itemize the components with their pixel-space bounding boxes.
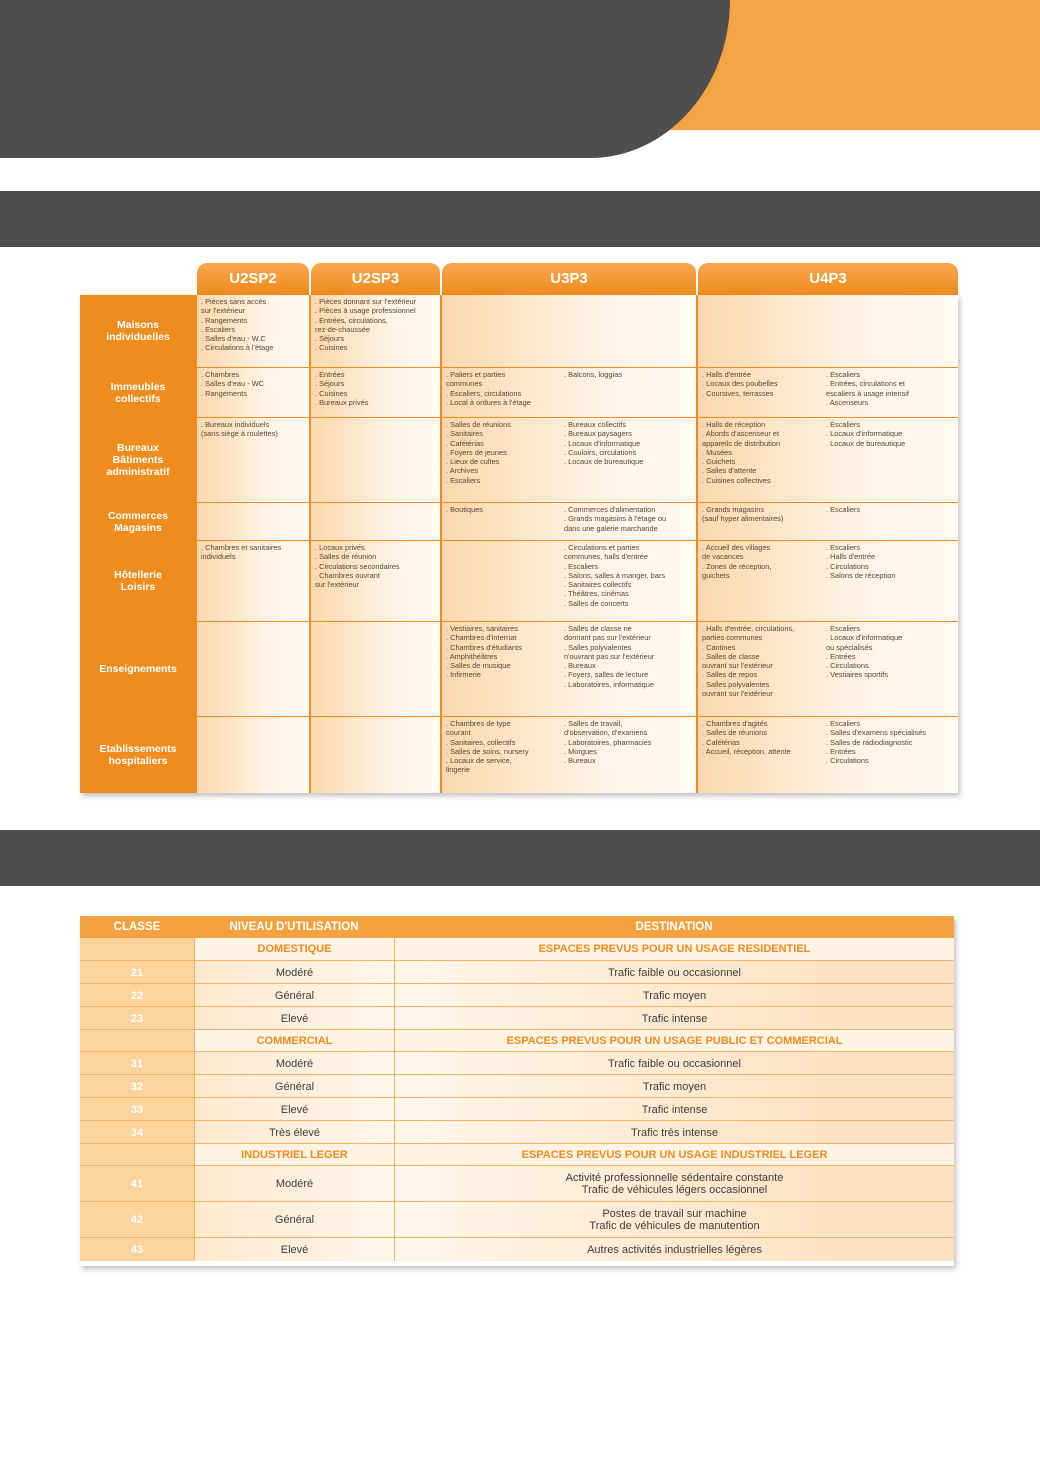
destination: Trafic intense [394, 1098, 954, 1121]
category-destination: ESPACES PREVUS POUR UN USAGE PUBLIC ET COMMERCIAL [394, 1030, 954, 1052]
class-number: 21 [80, 961, 194, 984]
header-classe: CLASSE [80, 916, 194, 938]
usage-level: Elevé [194, 1098, 394, 1121]
section-band-2 [0, 830, 1040, 886]
cell-u4p3-b: . Escaliers . Entrées, circulations et escaliers à usage intensif . Ascenseurs [826, 370, 909, 407]
destination: Trafic faible ou occasionnel [394, 1052, 954, 1075]
class-row [80, 960, 954, 984]
column-header-u3p3: U3P3 [442, 263, 696, 295]
class-number [80, 938, 194, 960]
destination: Autres activités industrielles légères [394, 1238, 954, 1261]
usage-level: Général [194, 1075, 394, 1098]
cell-u3p3 [442, 541, 696, 621]
usage-level: Général [194, 1202, 394, 1238]
class-number: 32 [80, 1075, 194, 1098]
usage-level: Modéré [194, 961, 394, 984]
cell-u3p3-a: . Boutiques [446, 505, 483, 514]
category-row [80, 1143, 954, 1166]
cell-u2sp3: . Locaux privés . Salles de réunion . Circulations secondaires . Chambres ouvrant sur l'extérieur [311, 541, 440, 621]
section-band-1 [0, 191, 1040, 247]
cell-u4p3-a: . Halls d'entrée . Locaux des poubelles . Coursives, terrasses [702, 370, 778, 398]
cell-u3p3-b: . Commerces d'alimentation . Grands magasins à l'étage ou dans une galerie marchande [564, 505, 667, 533]
cell-u3p3 [442, 368, 696, 417]
class-number [80, 1030, 194, 1052]
header-dark-block [0, 0, 730, 158]
cell-u3p3-b: . Salles de travail, d'observation, d'examens . Laboratoires, pharmacies . Morgues . Bureaux [564, 719, 652, 766]
cell-u2sp3: . Entrées . Séjours . Cuisines . Bureaux privés [311, 368, 440, 417]
class-number: 22 [80, 984, 194, 1007]
category-name: COMMERCIAL [194, 1030, 394, 1052]
usage-level: Très élevé [194, 1121, 394, 1144]
cell-u4p3-a: . Chambres d'agités . Salles de réunions . Cafétérias . Accueil, réception, attente [702, 719, 791, 756]
class-row [80, 1237, 954, 1261]
usage-level: Elevé [194, 1007, 394, 1030]
cell-u4p3 [698, 295, 958, 367]
class-number [80, 1144, 194, 1166]
column-header-u4p3: U4P3 [698, 263, 958, 295]
class-number: 33 [80, 1098, 194, 1121]
cell-u3p3-a: . Chambres de type courant . Sanitaires, collectifs . Salles de soins, nursery . Locaux de service, lingerie [446, 719, 529, 775]
class-number: 34 [80, 1121, 194, 1144]
cell-u2sp2: . Chambres . Salles d'eau - WC . Rangements [197, 368, 309, 417]
class-row [80, 1201, 954, 1238]
category-row [80, 938, 954, 960]
cell-u3p3-b: . Bureaux collectifs . Bureaux paysagers . Locaux d'informatique . Couloirs, circulations . Locaux de bureautique [564, 420, 644, 467]
row-label: Bureaux Bâtiments administratif [80, 418, 196, 502]
row-label: Maisons individuelles [80, 295, 196, 367]
cell-u3p3-a: . Salles de réunions . Sanitaires . Cafétérias . Foyers de jeunes . Lieux de cultes . Archives . Escaliers [446, 420, 511, 485]
cell-u4p3 [698, 368, 958, 417]
cell-u3p3-a: . Paliers et parties communes . Escaliers, circulations . Local à ordures à l'étage [446, 370, 531, 407]
destination: Trafic intense [394, 1007, 954, 1030]
destination: Trafic très intense [394, 1121, 954, 1144]
cell-u4p3 [698, 503, 958, 540]
cell-u4p3-b: . Escaliers . Halls d'entrée . Circulations . Salons de réception [826, 543, 896, 580]
row-label: Etablissements hospitaliers [80, 717, 196, 793]
class-number: 23 [80, 1007, 194, 1030]
row-label: Hôtellerie Loisirs [80, 541, 196, 621]
cell-u2sp2 [197, 717, 309, 793]
usage-level: Elevé [194, 1238, 394, 1261]
row-label: Immeubles collectifs [80, 368, 196, 417]
cell-u4p3 [698, 541, 958, 621]
destination: Trafic faible ou occasionnel [394, 961, 954, 984]
cell-u3p3-b: . Balcons, loggias [564, 370, 622, 379]
usage-level: Modéré [194, 1166, 394, 1202]
cell-u4p3-a: . Grands magasins (sauf hyper alimentaires) [702, 505, 784, 524]
cell-u3p3 [442, 503, 696, 540]
cell-u3p3-a: . Vestiaires, sanitaires . Chambres d'internat . Chambres d'étudiants . Amphithéâtres . Salles de musique . Infirmerie [446, 624, 522, 680]
row-label: Commerces Magasins [80, 503, 196, 540]
class-number: 42 [80, 1202, 194, 1238]
cell-u2sp3 [311, 622, 440, 716]
cell-u2sp2: . Bureaux individuels (sans siège à roulettes) [197, 418, 309, 502]
cell-u2sp3: . Pièces donnant sur l'extérieur . Pièces à usage professionnel . Entrées, circulations, rez-de-chaussée . Séjours . Cuisines [311, 295, 440, 367]
cell-u2sp2 [197, 622, 309, 716]
cell-u4p3-a: . Halls de réception . Abords d'ascenseur et appareils de distribution . Musées . Guichets . Salles d'attente . Cuisines collectives [702, 420, 781, 485]
category-row [80, 1029, 954, 1052]
cell-u3p3 [442, 717, 696, 793]
cell-u2sp2: . Chambres et sanitaires individuels [197, 541, 309, 621]
cell-u2sp2: . Pièces sans accès sur l'extérieur . Rangements . Escaliers . Salles d'eau - W.C . Circulations à l'étage [197, 295, 309, 367]
class-number: 43 [80, 1238, 194, 1261]
class-table-header [80, 916, 954, 938]
class-row [80, 1165, 954, 1202]
usage-level: Général [194, 984, 394, 1007]
destination: Trafic moyen [394, 984, 954, 1007]
destination: Postes de travail sur machine Trafic de véhicules de manutention [394, 1202, 954, 1238]
cell-u2sp2 [197, 503, 309, 540]
category-name: INDUSTRIEL LEGER [194, 1144, 394, 1166]
class-number: 41 [80, 1166, 194, 1202]
class-row [80, 1051, 954, 1075]
class-row [80, 1120, 954, 1144]
cell-u4p3 [698, 418, 958, 502]
category-name: DOMESTIQUE [194, 938, 394, 960]
cell-u4p3 [698, 717, 958, 793]
cell-u3p3-b: . Salles de classe ne donnant pas sur l'extérieur . Salles polyvalentes n'ouvrant pas sur l'extérieur . Bureaux . Foyers, salles de lecture . Laboratoires, informatique [564, 624, 655, 689]
cell-u4p3-a: . Halls d'entrée, circulations, parties communes . Cantines . Salles de classe ouvrant sur l'extérieur . Salles de repos . Salles polyvalentes ouvrant sur l'extérieur [702, 624, 795, 699]
cell-u3p3 [442, 295, 696, 367]
class-row [80, 1074, 954, 1098]
usage-classification-table [80, 263, 958, 793]
cell-u4p3-a: . Accueil des villages de vacances . Zones de réception, guichets [702, 543, 772, 580]
column-header-u2sp2: U2SP2 [197, 263, 309, 295]
header-destination: DESTINATION [394, 916, 954, 938]
cell-u4p3 [698, 622, 958, 716]
column-header-u2sp3: U2SP3 [311, 263, 440, 295]
destination: Trafic moyen [394, 1075, 954, 1098]
cell-u4p3-b: . Escaliers . Locaux d'informatique . Locaux de bureautique [826, 420, 906, 448]
cell-u3p3-b: . Circulations et parties communes, halls d'entrée . Escaliers . Salons, salles à manger, bars . Sanitaires collectifs . Théâtres, cinémas . Salles de concerts [564, 543, 666, 608]
cell-u3p3 [442, 418, 696, 502]
row-label: Enseignements [80, 622, 196, 716]
usage-class-table [80, 916, 954, 1266]
category-destination: ESPACES PREVUS POUR UN USAGE INDUSTRIEL LEGER [394, 1144, 954, 1166]
class-number: 31 [80, 1052, 194, 1075]
cell-u2sp3 [311, 418, 440, 502]
class-row [80, 1097, 954, 1121]
cell-u4p3-b: . Escaliers . Locaux d'informatique ou spécialisés . Entrées . Circulations . Vestiaires sportifs [826, 624, 903, 680]
cell-u2sp3 [311, 503, 440, 540]
usage-level: Modéré [194, 1052, 394, 1075]
category-destination: ESPACES PREVUS POUR UN USAGE RESIDENTIEL [394, 938, 954, 960]
cell-u3p3 [442, 622, 696, 716]
cell-u4p3-b: . Escaliers . Salles d'examens spécialisés . Salles de radiodiagnostic . Entrées . Circulations [826, 719, 927, 766]
cell-u2sp3 [311, 717, 440, 793]
class-row [80, 1006, 954, 1030]
destination: Activité professionnelle sédentaire constante Trafic de véhicules légers occasionnel [394, 1166, 954, 1202]
header-niveau: NIVEAU D'UTILISATION [194, 916, 394, 938]
cell-u4p3-b: . Escaliers [826, 505, 861, 514]
class-row [80, 983, 954, 1007]
